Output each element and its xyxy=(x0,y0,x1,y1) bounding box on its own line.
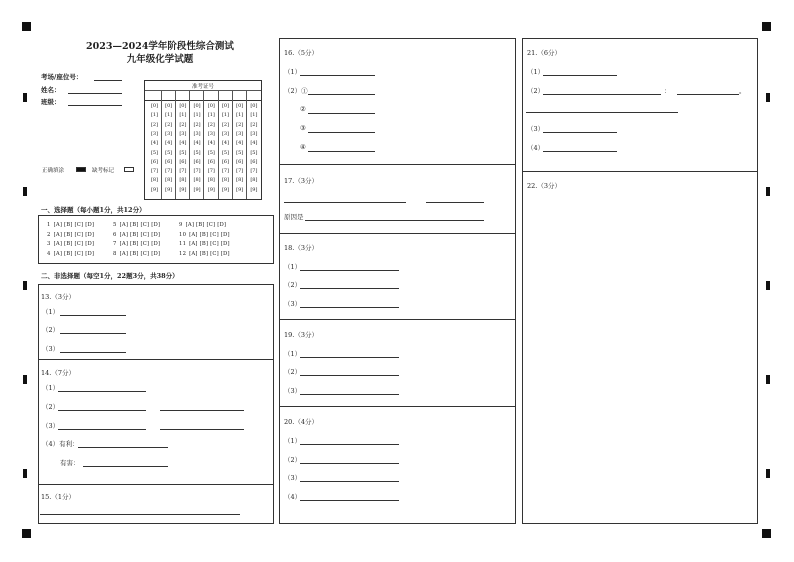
q16-answer-line[interactable] xyxy=(308,132,375,133)
q20-answer-line[interactable] xyxy=(300,463,399,464)
digit-bubble[interactable]: [8] xyxy=(193,177,201,184)
mc-question[interactable] xyxy=(113,251,160,257)
q16-item-label: ② xyxy=(300,105,306,113)
absent-mark-label: 缺考标记 xyxy=(92,168,115,174)
digit-bubble[interactable]: [5] xyxy=(150,149,159,156)
mc-question-number: 1 xyxy=(47,222,51,228)
q20-title: 20.（4分） xyxy=(284,418,318,426)
digit-bubble[interactable]: [4] xyxy=(179,140,187,147)
q22-answer-area[interactable] xyxy=(524,195,756,521)
digit-bubble[interactable]: [4] xyxy=(193,140,201,147)
q13-item-label: （2） xyxy=(42,326,60,334)
digit-bubble[interactable]: [9] xyxy=(236,186,244,193)
class-label: 班级： xyxy=(41,98,61,106)
digit-bubble[interactable]: [1] xyxy=(179,112,187,119)
q21-item-label: （1） xyxy=(527,68,545,76)
mc-question-number: 4 xyxy=(47,250,51,257)
q14-item-label: （2） xyxy=(42,403,60,411)
digit-bubble[interactable]: [9] xyxy=(250,186,258,193)
divider xyxy=(279,406,516,407)
timing-mark xyxy=(23,469,27,478)
answer-column-1 xyxy=(38,284,274,524)
digit-bubble[interactable]: [7] xyxy=(207,168,215,175)
registration-mark-bottom-right xyxy=(762,529,771,538)
exam-room-label: 考场/座位号： xyxy=(41,73,83,81)
mc-question-number: 7 xyxy=(113,241,117,247)
mc-question-number: 3 xyxy=(47,241,51,247)
q18-item-label: （3） xyxy=(284,300,302,308)
timing-mark xyxy=(23,281,27,290)
mc-question-number: 10 xyxy=(179,231,187,238)
q18-item-label: （2） xyxy=(284,281,302,289)
section2-heading: 二、非选择题（每空1分，22题3分，共38分） xyxy=(41,272,179,280)
timing-mark xyxy=(766,375,770,384)
q17-title: 17.（3分） xyxy=(284,177,318,185)
q21-title: 21.（6分） xyxy=(527,49,561,57)
registration-mark-top-right xyxy=(762,22,771,31)
digit-bubble[interactable]: [7] xyxy=(250,168,258,175)
timing-mark xyxy=(23,187,27,196)
answer-column-2 xyxy=(279,38,516,524)
mc-question-number: 11 xyxy=(179,241,187,247)
digit-bubble[interactable]: [5] xyxy=(165,149,173,156)
q13-item-label: （1） xyxy=(42,308,60,316)
q21-answer-line[interactable] xyxy=(677,94,739,95)
q18-item-label: （1） xyxy=(284,263,302,271)
mc-choice-bubbles[interactable]: [A] [B] [C] [D] xyxy=(189,250,230,257)
absent-mark-box[interactable] xyxy=(124,167,134,172)
q19-item-label: （2） xyxy=(284,368,302,376)
multiple-choice-box xyxy=(38,215,274,264)
admission-number-grid xyxy=(144,80,262,200)
registration-mark-bottom-left xyxy=(22,529,31,538)
q20-item-label: （4） xyxy=(284,493,302,501)
q19-item-label: （3） xyxy=(284,387,302,395)
q21-item-label: （3） xyxy=(527,125,545,133)
digit-bubble[interactable]: [1] xyxy=(250,112,258,119)
digit-bubble[interactable]: [4] xyxy=(165,140,173,147)
q17-answer-line[interactable] xyxy=(426,202,484,203)
digit-bubble[interactable]: [3] xyxy=(250,130,258,137)
digit-bubble[interactable]: [2] xyxy=(250,121,258,128)
q18-title: 18.（3分） xyxy=(284,244,318,252)
correct-fill-label: 正确填涂 xyxy=(42,168,65,174)
timing-mark xyxy=(766,469,770,478)
mc-question-number: 8 xyxy=(113,250,117,257)
mc-question[interactable] xyxy=(179,222,226,228)
q16-answer-line[interactable] xyxy=(308,151,375,152)
digit-bubble[interactable]: [6] xyxy=(150,158,159,165)
digit-bubble[interactable]: [8] xyxy=(236,177,244,184)
digit-bubble[interactable]: [9] xyxy=(165,186,173,193)
q14-title: 14.（7分） xyxy=(41,369,75,377)
digit-bubble[interactable]: [8] xyxy=(250,177,258,184)
digit-bubble[interactable]: [8] xyxy=(150,177,159,184)
digit-bubble[interactable]: [0] xyxy=(165,103,173,109)
q14-answer-line[interactable] xyxy=(58,391,146,392)
q19-title: 19.（3分） xyxy=(284,331,318,339)
q14-harm-label: 有害： xyxy=(60,459,80,467)
q21-answer-line[interactable] xyxy=(543,75,617,76)
q14-item-label: （3） xyxy=(42,422,60,430)
q20-item-label: （2） xyxy=(284,456,302,464)
digit-bubble[interactable]: [4] xyxy=(221,140,230,147)
q21-period: 。 xyxy=(739,87,746,95)
mc-question[interactable] xyxy=(113,222,160,228)
q16-item-label: （1） xyxy=(284,68,302,76)
section1-heading: 一、选择题（每小题1分，共12分） xyxy=(41,206,146,214)
mc-question[interactable] xyxy=(179,241,230,247)
mc-choice-bubbles[interactable]: [A] [B] [C] [D] xyxy=(53,231,95,238)
digit-bubble[interactable]: [7] xyxy=(193,168,201,175)
digit-bubble[interactable]: [7] xyxy=(150,168,159,175)
q21-answer-line[interactable] xyxy=(543,151,617,152)
digit-bubble[interactable]: [9] xyxy=(179,186,187,193)
q14-item-label: （1） xyxy=(42,384,60,392)
q17-answer-line[interactable] xyxy=(284,202,406,203)
class-field[interactable] xyxy=(68,105,122,106)
digit-bubble[interactable]: [5] xyxy=(193,149,201,156)
q15-title: 15.（1分） xyxy=(41,493,75,501)
q22-title: 22.（3分） xyxy=(527,182,561,190)
q16-answer-line[interactable] xyxy=(308,94,375,95)
q19-answer-line[interactable] xyxy=(300,375,399,376)
q14-benefit-label: （4）有利： xyxy=(42,440,79,448)
mc-question-number: 5 xyxy=(113,222,117,228)
timing-mark xyxy=(766,187,770,196)
digit-bubble[interactable]: [8] xyxy=(165,177,173,184)
digit-bubble[interactable]: [7] xyxy=(236,168,244,175)
mc-choice-bubbles[interactable]: [A] [B] [C] [D] xyxy=(53,222,95,228)
digit-bubble[interactable]: [1] xyxy=(150,112,159,119)
digit-bubble[interactable]: [6] xyxy=(179,158,187,165)
name-label: 姓名： xyxy=(41,86,61,94)
q20-answer-line[interactable] xyxy=(300,444,399,445)
digit-bubble[interactable]: [2] xyxy=(236,121,244,128)
mc-choice-bubbles[interactable]: [A] [B] [C] [D] xyxy=(189,231,230,238)
q19-item-label: （1） xyxy=(284,350,302,358)
exam-subtitle: 九年级化学试题 xyxy=(126,54,194,65)
digit-bubble[interactable]: [6] xyxy=(236,158,244,165)
timing-mark xyxy=(766,281,770,290)
q18-answer-line[interactable] xyxy=(300,270,399,271)
digit-bubble[interactable]: [2] xyxy=(193,121,201,128)
digit-bubble[interactable]: [0] xyxy=(179,103,187,109)
digit-bubble[interactable]: [0] xyxy=(236,103,244,109)
divider xyxy=(522,171,758,172)
q16-item-label: （2）① xyxy=(284,87,308,95)
q17-reason-line[interactable] xyxy=(305,220,484,221)
digit-bubble[interactable]: [2] xyxy=(207,121,215,128)
digit-bubble[interactable]: [7] xyxy=(179,168,187,175)
q19-answer-line[interactable] xyxy=(300,394,399,395)
q14-answer-line[interactable] xyxy=(58,410,146,411)
mc-question[interactable] xyxy=(113,232,160,238)
digit-bubble[interactable]: [5] xyxy=(250,149,258,156)
mc-choice-bubbles[interactable]: [A] [B] [C] [D] xyxy=(119,241,161,247)
digit-bubble[interactable]: [3] xyxy=(207,130,215,137)
digit-bubble[interactable]: [9] xyxy=(193,186,201,193)
q21-answer-line[interactable] xyxy=(526,112,678,113)
mc-choice-bubbles[interactable]: [A] [B] [C] [D] xyxy=(119,231,161,238)
divider xyxy=(38,359,274,360)
digit-bubble[interactable]: [0] xyxy=(193,103,201,109)
mc-question[interactable] xyxy=(179,251,230,257)
digit-bubble[interactable]: [1] xyxy=(236,112,244,119)
q21-answer-line[interactable] xyxy=(543,94,661,95)
timing-mark xyxy=(766,93,770,102)
name-field[interactable] xyxy=(68,93,122,94)
digit-bubble[interactable]: [3] xyxy=(150,130,159,137)
digit-bubble[interactable]: [3] xyxy=(193,130,201,137)
digit-bubble[interactable]: [5] xyxy=(207,149,215,156)
q16-answer-line[interactable] xyxy=(308,113,375,114)
digit-bubble[interactable]: [2] xyxy=(179,121,187,128)
digit-bubble[interactable]: [4] xyxy=(236,140,244,147)
q19-answer-line[interactable] xyxy=(300,357,399,358)
q21-answer-line[interactable] xyxy=(543,132,617,133)
digit-bubble[interactable]: [3] xyxy=(236,130,244,137)
digit-bubble[interactable]: [0] xyxy=(207,103,215,109)
q14-answer-line[interactable] xyxy=(160,410,244,411)
digit-bubble[interactable]: [2] xyxy=(165,121,173,128)
digit-bubble[interactable]: [8] xyxy=(221,177,230,184)
q13-answer-line[interactable] xyxy=(60,352,126,353)
digit-bubble[interactable]: [2] xyxy=(150,121,159,128)
mc-question-number: 6 xyxy=(113,231,117,238)
digit-bubble[interactable]: [6] xyxy=(207,158,215,165)
digit-bubble[interactable]: [6] xyxy=(193,158,201,165)
q14-benefit-line[interactable] xyxy=(78,447,168,448)
q13-item-label: （3） xyxy=(42,345,60,353)
timing-mark xyxy=(23,375,27,384)
digit-bubble[interactable]: [4] xyxy=(150,140,159,147)
q18-answer-line[interactable] xyxy=(300,307,399,308)
digit-bubble[interactable]: [9] xyxy=(150,186,159,193)
divider xyxy=(38,484,274,485)
digit-bubble[interactable]: [2] xyxy=(221,121,230,128)
registration-mark-top-left xyxy=(22,22,31,31)
digit-bubble[interactable]: [0] xyxy=(221,103,230,109)
correct-fill-sample xyxy=(76,167,86,172)
mc-question[interactable] xyxy=(47,241,94,247)
mc-choice-bubbles[interactable]: [A] [B] [C] [D] xyxy=(185,222,227,228)
digit-bubble[interactable]: [1] xyxy=(165,112,173,119)
q16-item-label: ③ xyxy=(300,124,306,132)
mc-choice-bubbles[interactable]: [A] [B] [C] [D] xyxy=(119,250,161,257)
q16-title: 16.（5分） xyxy=(284,49,318,57)
digit-bubble[interactable]: [5] xyxy=(236,149,244,156)
mc-question[interactable] xyxy=(47,232,94,238)
q21-item-label: （4） xyxy=(527,144,545,152)
mc-choice-bubbles[interactable]: [A] [B] [C] [D] xyxy=(53,250,95,257)
mc-question-number: 9 xyxy=(179,222,183,228)
mc-question-number: 12 xyxy=(179,250,187,257)
mc-choice-bubbles[interactable]: [A] [B] [C] [D] xyxy=(189,241,230,247)
q14-answer-line[interactable] xyxy=(160,429,244,430)
digit-bubble[interactable]: [3] xyxy=(179,130,187,137)
mc-question[interactable] xyxy=(47,251,94,257)
mc-question-number: 2 xyxy=(47,231,51,238)
q21-colon: ： xyxy=(664,87,671,95)
digit-bubble[interactable]: [5] xyxy=(221,149,230,156)
digit-bubble[interactable]: [6] xyxy=(221,158,230,165)
digit-bubble[interactable]: [6] xyxy=(165,158,173,165)
mc-question[interactable] xyxy=(47,222,94,228)
q13-title: 13.（3分） xyxy=(41,293,75,301)
q15-answer-line[interactable] xyxy=(40,514,240,515)
q20-item-label: （1） xyxy=(284,437,302,445)
digit-bubble[interactable]: [5] xyxy=(179,149,187,156)
q13-answer-line[interactable] xyxy=(60,333,126,334)
mc-choice-bubbles[interactable]: [A] [B] [C] [D] xyxy=(119,222,161,228)
admission-grid-title: 准考证号 xyxy=(191,84,214,90)
q13-answer-line[interactable] xyxy=(60,315,126,316)
digit-bubble[interactable]: [6] xyxy=(250,158,258,165)
digit-bubble[interactable]: [8] xyxy=(207,177,215,184)
divider xyxy=(279,164,516,165)
digit-bubble[interactable]: [8] xyxy=(179,177,187,184)
q21-item-label: （2） xyxy=(527,87,545,95)
q16-item-label: ④ xyxy=(300,143,306,151)
digit-bubble[interactable]: [1] xyxy=(207,112,215,119)
exam-room-field[interactable] xyxy=(94,80,122,81)
divider xyxy=(279,233,516,234)
divider xyxy=(279,319,516,320)
digit-bubble[interactable]: [4] xyxy=(250,140,258,147)
digit-bubble[interactable]: [3] xyxy=(221,130,230,137)
q17-reason-label: 原因是 xyxy=(284,213,304,221)
digit-bubble[interactable]: [9] xyxy=(207,186,215,193)
digit-bubble[interactable]: [1] xyxy=(221,112,230,119)
digit-bubble[interactable]: [0] xyxy=(250,103,258,109)
mc-choice-bubbles[interactable]: [A] [B] [C] [D] xyxy=(53,241,95,247)
q14-harm-line[interactable] xyxy=(83,466,168,467)
q20-answer-line[interactable] xyxy=(300,481,399,482)
digit-bubble[interactable]: [3] xyxy=(165,130,173,137)
mc-question[interactable] xyxy=(113,241,160,247)
q20-answer-line[interactable] xyxy=(300,500,399,501)
digit-bubble[interactable]: [9] xyxy=(221,186,230,193)
timing-mark xyxy=(23,93,27,102)
mc-question[interactable] xyxy=(179,232,230,238)
digit-bubble[interactable]: [0] xyxy=(150,103,159,109)
q16-answer-line[interactable] xyxy=(300,75,375,76)
q18-answer-line[interactable] xyxy=(300,288,399,289)
digit-bubble[interactable]: [4] xyxy=(207,140,215,147)
q14-answer-line[interactable] xyxy=(58,429,146,430)
digit-bubble[interactable]: [7] xyxy=(165,168,173,175)
q20-item-label: （3） xyxy=(284,474,302,482)
digit-bubble[interactable]: [1] xyxy=(193,112,201,119)
digit-bubble[interactable]: [7] xyxy=(221,168,230,175)
exam-title: 2023—2024学年阶段性综合测试 xyxy=(86,41,234,52)
